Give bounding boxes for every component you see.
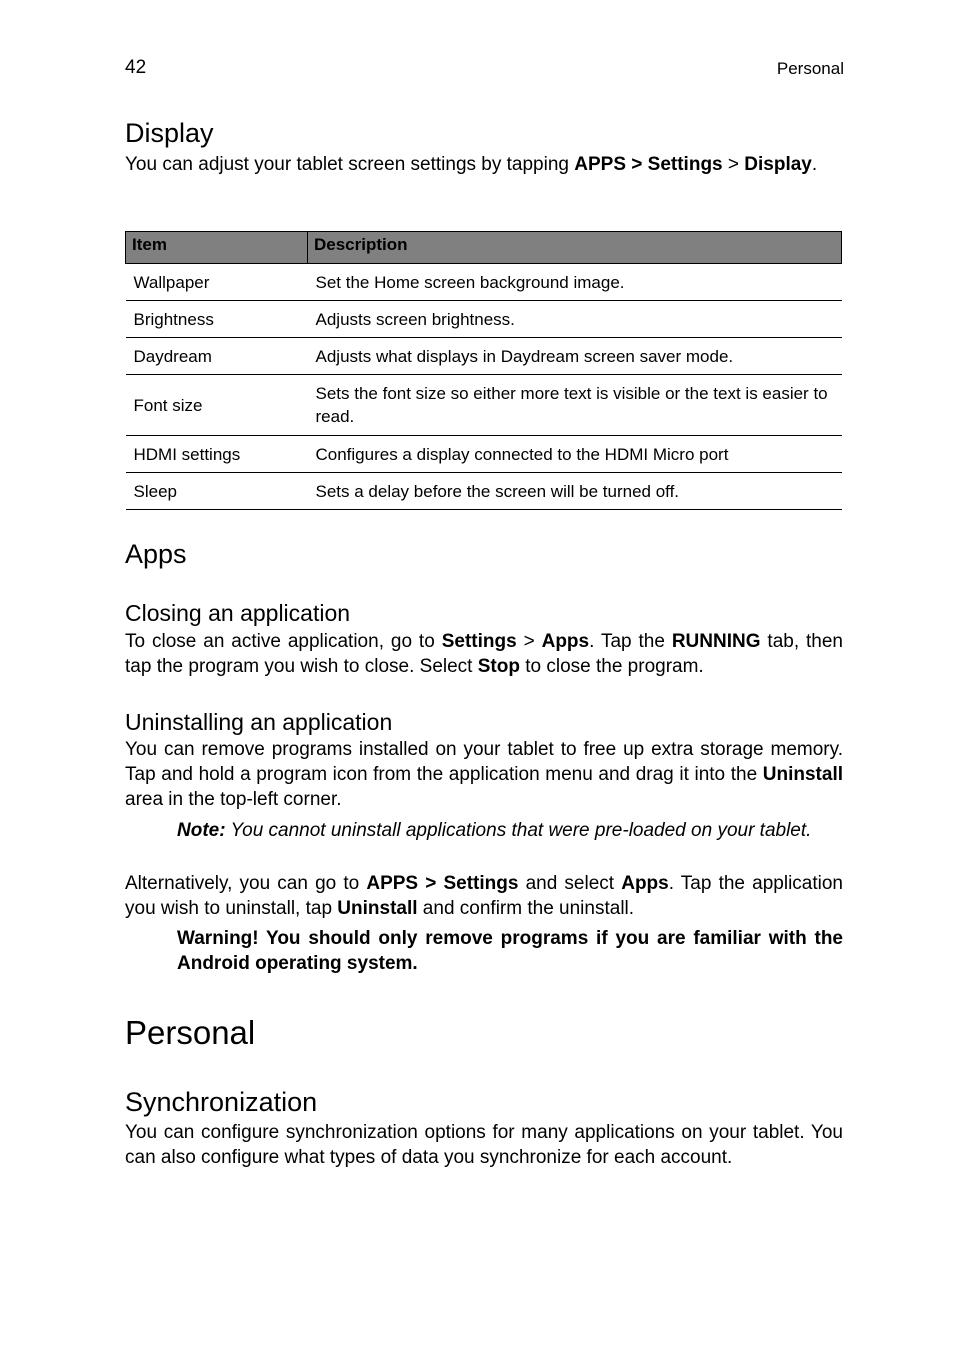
apps-heading: Apps (125, 539, 187, 569)
item-cell: Wallpaper (126, 264, 308, 301)
personal-heading: Personal (125, 1014, 256, 1051)
note: Note: You cannot uninstall applications that were pre-loaded on your tablet. (177, 820, 812, 841)
table-row (126, 436, 842, 473)
item-cell: Daydream (126, 338, 308, 375)
running-header: Personal (776, 59, 844, 78)
item-cell: Brightness (126, 301, 308, 338)
item-cell: HDMI settings (126, 436, 308, 473)
table-row (126, 338, 842, 375)
display-heading: Display (125, 118, 214, 148)
synchronization-text: You can configure synchronization options for many applications on your tablet. You can also configure what types of data you synchronize for each account. (125, 1122, 843, 1168)
item-cell: Font size (126, 375, 308, 436)
description-cell: Sets a delay before the screen will be turned off. (308, 473, 842, 510)
column-header-description: Description (308, 232, 842, 264)
note-label: Note: (177, 820, 226, 841)
uninstalling-text: You can remove programs installed on your tablet to free up extra storage memory. Tap and hold a program icon from the application menu and drag it into the Uninstall area in the top-left corner. (125, 739, 843, 810)
table-row (126, 264, 842, 301)
description-cell: Sets the font size so either more text is visible or the text is easier to read. (308, 375, 842, 436)
page-number: 42 (125, 57, 147, 78)
column-header-item: Item (126, 232, 308, 264)
item-cell: Sleep (126, 473, 308, 510)
table-header-row (126, 232, 842, 264)
description-cell: Set the Home screen background image. (308, 264, 842, 301)
table-row (126, 473, 842, 510)
table-row (126, 301, 842, 338)
display-settings-table (125, 231, 842, 510)
closing-heading: Closing an application (125, 600, 351, 626)
closing-text: To close an active application, go to Settings > Apps. Tap the RUNNING tab, then tap the program you wish to close. Select Stop to close the program. (125, 631, 844, 677)
description-cell: Configures a display connected to the HDMI Micro port (308, 436, 842, 473)
description-cell: Adjusts what displays in Daydream screen saver mode. (308, 338, 842, 375)
alternative-text: Alternatively, you can go to APPS > Settings and select Apps. Tap the application you wish to uninstall, tap Uninstall and confirm the uninstall. (125, 873, 843, 919)
synchronization-heading: Synchronization (125, 1087, 318, 1117)
warning: Warning! You should only remove programs if you are familiar with the Android operating system. (177, 928, 843, 974)
table-row (126, 375, 842, 436)
description-cell: Adjusts screen brightness. (308, 301, 842, 338)
display-intro: You can adjust your tablet screen settings by tapping APPS > Settings > Display. (125, 154, 818, 175)
uninstalling-heading: Uninstalling an application (125, 709, 393, 735)
